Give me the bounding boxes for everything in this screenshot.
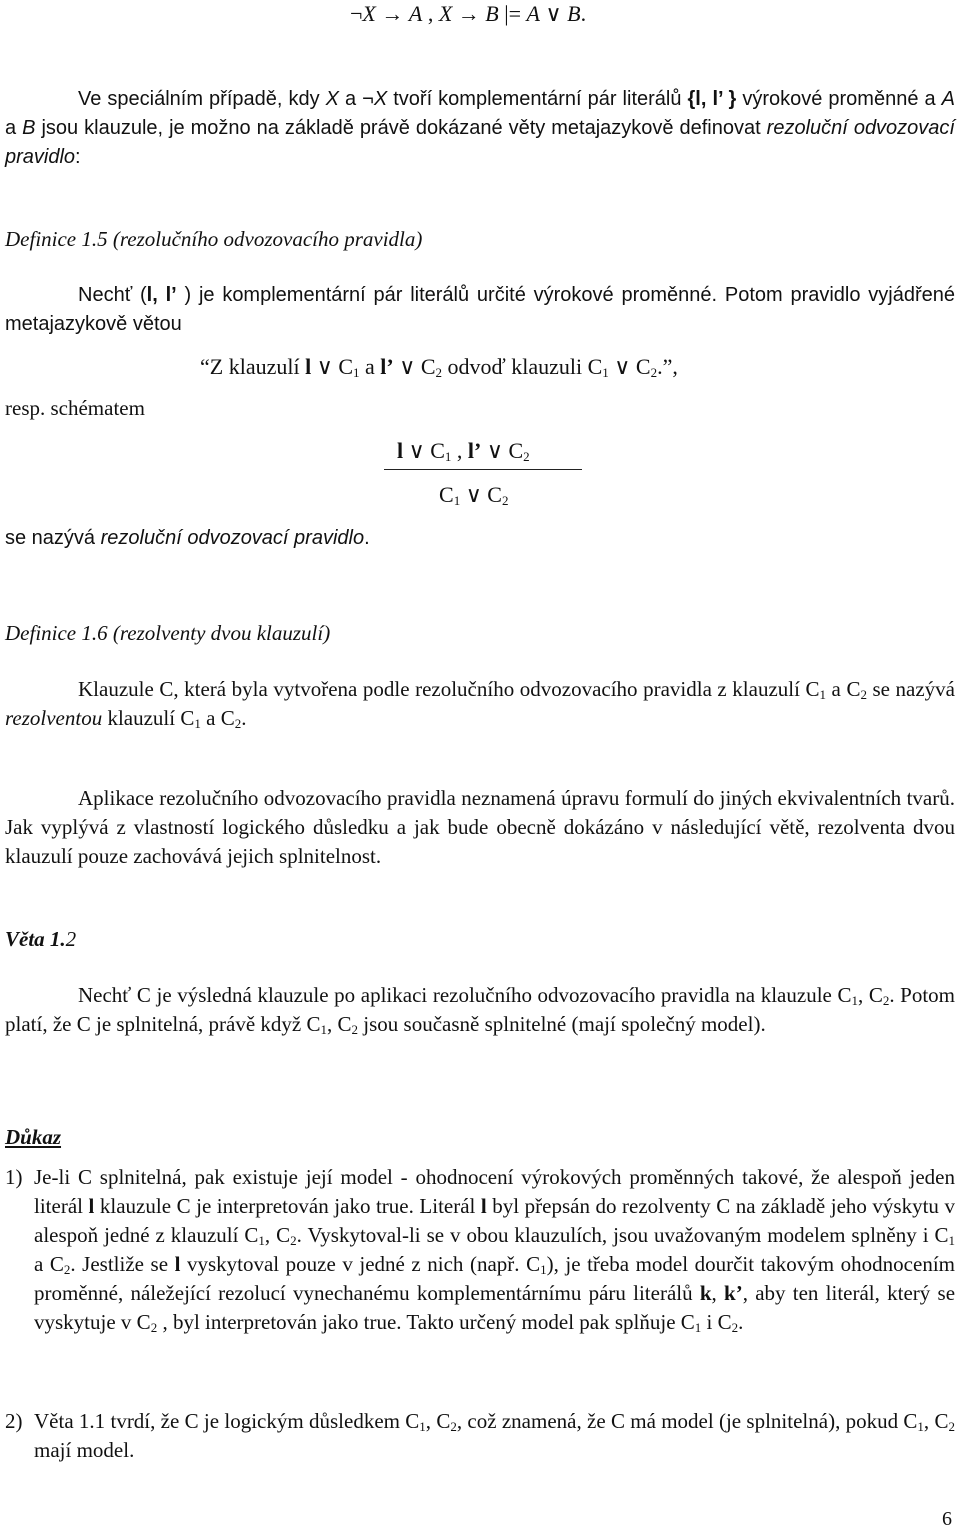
clause-c: C — [136, 1310, 151, 1334]
subscript: 2 — [435, 365, 443, 380]
text: klauzulí — [102, 706, 181, 730]
literal-l: l — [397, 438, 404, 463]
clause-c: C — [716, 1194, 731, 1218]
text: , — [264, 1223, 277, 1247]
subscript: 2 — [290, 1233, 297, 1248]
text: , — [711, 1281, 725, 1305]
text: i — [701, 1310, 718, 1334]
text: a — [359, 354, 381, 379]
entails-symbol: |= — [498, 1, 527, 26]
subscript: 2 — [731, 1320, 739, 1335]
clause-c: C — [837, 983, 852, 1007]
text: a — [5, 117, 23, 139]
clause-c: C — [338, 354, 353, 379]
neg-symbol: ¬ — [350, 1, 363, 26]
literal-l: l — [305, 354, 312, 379]
text: , aby ten literál, který se vyskytuje v — [34, 1281, 956, 1334]
literal-l-prime: l’ — [467, 438, 482, 463]
or-symbol: ∨ — [403, 438, 431, 463]
var-x: X — [438, 1, 453, 26]
text: byl přepsán do rezolventy — [486, 1194, 717, 1218]
text: na základě jeho výskytu v alespoň jedné z klauzulí — [34, 1194, 955, 1247]
text: . Vyskytoval-li se v obou klauzulích, jsou uvažovaným modelem splněny i — [296, 1223, 935, 1247]
clause-c: C — [635, 354, 651, 379]
heading-text: 2 — [65, 927, 77, 951]
text: . — [241, 706, 247, 730]
text: a — [200, 706, 221, 730]
subscript: 1 — [819, 687, 827, 702]
clause-c: C — [276, 1223, 291, 1247]
text: a — [34, 1252, 50, 1276]
subscript: 2 — [523, 449, 530, 464]
clause-c: C — [487, 482, 502, 507]
clause-c: C — [77, 1165, 92, 1189]
subscript: 2 — [650, 365, 658, 380]
proof-item-1-number: 1) — [5, 1165, 23, 1189]
theorem-1-2-title — [5, 925, 76, 954]
literal-l: l — [174, 1252, 181, 1276]
subscript: 2 — [450, 1419, 457, 1434]
text: Nechť ( — [78, 284, 147, 306]
or-symbol: ∨ — [311, 354, 339, 379]
text: se nazývá — [866, 677, 955, 701]
subscript: 1 — [320, 1022, 328, 1037]
var-b: B — [567, 1, 581, 26]
text: Klauzule — [78, 677, 160, 701]
subscript: 1 — [444, 449, 452, 464]
clause-c: C — [846, 677, 861, 701]
clause-c: C — [420, 354, 436, 379]
comma: , — [451, 438, 468, 463]
text: je logickým důsledkem — [198, 1409, 406, 1433]
clause-c: C — [508, 438, 524, 463]
subscript: 1 — [194, 716, 201, 731]
subscript: 1 — [917, 1419, 924, 1434]
schema-numerator — [397, 436, 530, 465]
literal-k: k — [699, 1281, 712, 1305]
subscript: 2 — [63, 1262, 71, 1277]
heading-text: Definice 1. — [5, 621, 98, 645]
literal-l-prime: l’ — [380, 354, 394, 379]
term-rezolventa: rezolventou — [5, 706, 103, 730]
var-b: B — [22, 117, 36, 139]
text: odvoď klauzuli — [442, 354, 588, 379]
clause-c: C — [436, 1409, 451, 1433]
text: , která byla vytvořena podle rezolučního odvozovacího pravidla z klauzulí — [173, 677, 806, 701]
subscript: 2 — [501, 493, 509, 508]
se-nazyva-line — [5, 524, 370, 553]
comma: , — [422, 1, 439, 26]
clause-c: C — [868, 983, 883, 1007]
literal-l: l — [146, 284, 153, 306]
clause-c: C — [76, 1012, 91, 1036]
text: . — [738, 1310, 744, 1334]
text: Ve speciálním případě, kdy — [78, 88, 326, 110]
text: . Potom platí, že — [5, 983, 956, 1036]
text: tvoří komplementární pár literálů — [387, 88, 688, 110]
text: , — [923, 1409, 935, 1433]
var-b: B — [485, 1, 499, 26]
literal-pair: {l, l’ } — [687, 88, 737, 110]
proof-title: Důkaz — [5, 1125, 62, 1149]
heading-text: Definice 1. — [5, 227, 98, 251]
definition-1-6-title — [5, 619, 330, 648]
clause-c: C — [180, 706, 195, 730]
or-symbol: ∨ — [460, 482, 488, 507]
proof-item-2 — [34, 1407, 955, 1465]
comma: , — [152, 284, 166, 306]
clause-c: C — [587, 354, 603, 379]
text: je výsledná klauzule po aplikaci rezolučního odvozovacího pravidla na klauzule — [150, 983, 838, 1007]
subscript: 1 — [602, 365, 609, 380]
aplikace-paragraph: Aplikace rezolučního odvozovacího pravidla neznamená úpravu formulí do jiných ekvivalentních tvarů. Jak vyplývá z vlastností logického důsledku a jak bude obecně dokázáno v následující větě, rezolventa dvou klauzulí pouze zachovává jejich splnitelnost. — [5, 786, 955, 868]
literal-k-prime: k’ — [724, 1281, 743, 1305]
text: výrokové proměnné a — [736, 88, 942, 110]
text: Nechť — [78, 983, 137, 1007]
literal-l: l — [88, 1194, 95, 1218]
clause-c: C — [805, 677, 820, 701]
top-formula — [350, 0, 586, 28]
text: ) je komplementární pár literálů určité výrokové proměnné. Potom pravidlo vyjádřené metajazykově větou — [5, 284, 956, 335]
clause-c: C — [903, 1409, 918, 1433]
clause-c: C — [430, 438, 445, 463]
or-symbol: ∨ — [481, 438, 509, 463]
subscript: 1 — [419, 1419, 426, 1434]
text: , — [327, 1012, 338, 1036]
literal-l-prime: l’ — [165, 284, 177, 306]
heading-text: 5 (rezolučního odvozovacího pravidla) — [97, 227, 423, 251]
var-a: A — [408, 1, 423, 26]
clause-c: C — [306, 1012, 321, 1036]
subscript: 1 — [694, 1320, 702, 1335]
text: , — [857, 983, 869, 1007]
subscript: 1 — [851, 993, 858, 1008]
text: a — [826, 677, 847, 701]
subscript: 2 — [948, 1419, 955, 1434]
text: .”, — [657, 354, 678, 379]
literal-l: l — [480, 1194, 487, 1218]
var-a: A — [526, 1, 540, 26]
or-symbol: ∨ — [393, 354, 421, 379]
rule-sentence — [200, 352, 678, 381]
definition-1-5-body — [5, 281, 955, 339]
text: je splnitelná, právě když — [90, 1012, 307, 1036]
subscript: 2 — [351, 1022, 359, 1037]
definition-1-6-body — [5, 675, 955, 733]
arrow: → — [452, 1, 486, 26]
text: jsou klauzule, je možno na základě právě dokázané věty metajazykově definovat — [35, 117, 767, 139]
text: , byl interpretován jako true. Takto určený model pak splňuje — [157, 1310, 681, 1334]
text: Je-li — [34, 1165, 78, 1189]
clause-c: C — [337, 1012, 352, 1036]
clause-c: C — [220, 706, 235, 730]
schema-fraction-line — [384, 469, 582, 470]
term-rezolucni-pravidlo: rezoluční odvozovací pravidlo — [100, 527, 365, 549]
text: má model (je splnitelná), pokud — [624, 1409, 904, 1433]
text: “Z klauzulí — [200, 354, 306, 379]
arrow: → — [375, 1, 409, 26]
text: . — [364, 527, 370, 549]
subscript: 2 — [150, 1320, 158, 1335]
var-x: X — [362, 1, 376, 26]
text: se nazývá — [5, 527, 101, 549]
theorem-1-2-body — [5, 981, 955, 1039]
text: , což znamená, že — [456, 1409, 611, 1433]
resp-label: resp. schématem — [5, 396, 145, 420]
clause-c: C — [934, 1409, 949, 1433]
clause-c: C — [184, 1409, 199, 1433]
text: . Jestliže se — [70, 1252, 175, 1276]
clause-c: C — [136, 983, 151, 1007]
heading-text: 6 (rezolventy dvou klauzulí) — [97, 621, 331, 645]
subscript: 1 — [948, 1233, 955, 1248]
clause-c: C — [405, 1409, 420, 1433]
intro-paragraph — [5, 85, 955, 172]
var-a: A — [941, 88, 956, 110]
subscript: 2 — [860, 687, 867, 702]
clause-c: C — [610, 1409, 625, 1433]
text: : — [75, 146, 81, 168]
clause-c: C — [680, 1310, 695, 1334]
text: , — [425, 1409, 437, 1433]
proof-item-2-number: 2) — [5, 1409, 23, 1433]
heading-text: Věta 1. — [5, 927, 66, 951]
subscript: 1 — [353, 365, 360, 380]
text: splnitelná, pak existuje její model - ohodnocení výrokových proměnných takové, že alespoň jeden literál — [34, 1165, 956, 1218]
clause-c: C — [244, 1223, 259, 1247]
subscript: 2 — [882, 993, 890, 1008]
subscript: 1 — [258, 1233, 265, 1248]
text: Věta 1.1 tvrdí, že — [34, 1409, 185, 1433]
term-rezolucni-pravidlo: rezoluční odvozovací pravidlo — [5, 117, 955, 168]
page-number: 6 — [942, 1508, 952, 1530]
var-x: X — [325, 88, 339, 110]
subscript: 1 — [453, 493, 461, 508]
definition-1-5-title — [5, 225, 422, 254]
subscript: 1 — [540, 1262, 547, 1277]
clause-c: C — [176, 1194, 191, 1218]
text: ), je třeba model dourčit takovým ohodnocením proměnné, náležející rezolucí vynechanému komplementárnímu páru literálů — [34, 1252, 955, 1305]
var-x: X — [373, 88, 388, 110]
period: . — [580, 1, 587, 26]
clause-c: C — [717, 1310, 732, 1334]
subscript: 2 — [234, 716, 242, 731]
text: a ¬ — [338, 88, 374, 110]
text: je interpretován jako true. Literál — [190, 1194, 481, 1218]
schema-denominator — [439, 480, 508, 509]
clause-c: C — [934, 1223, 949, 1247]
clause-c: C — [439, 482, 454, 507]
or-symbol: ∨ — [608, 354, 636, 379]
clause-c: C — [159, 677, 174, 701]
text: jsou současně splnitelné (mají společný model). — [358, 1012, 766, 1036]
proof-item-1 — [34, 1163, 955, 1337]
clause-c: C — [526, 1252, 541, 1276]
clause-c: C — [49, 1252, 64, 1276]
text: vyskytoval pouze v jedné z nich (např. — [180, 1252, 527, 1276]
text: mají model. — [34, 1438, 135, 1462]
text: klauzule — [94, 1194, 177, 1218]
or-symbol: ∨ — [540, 1, 568, 26]
